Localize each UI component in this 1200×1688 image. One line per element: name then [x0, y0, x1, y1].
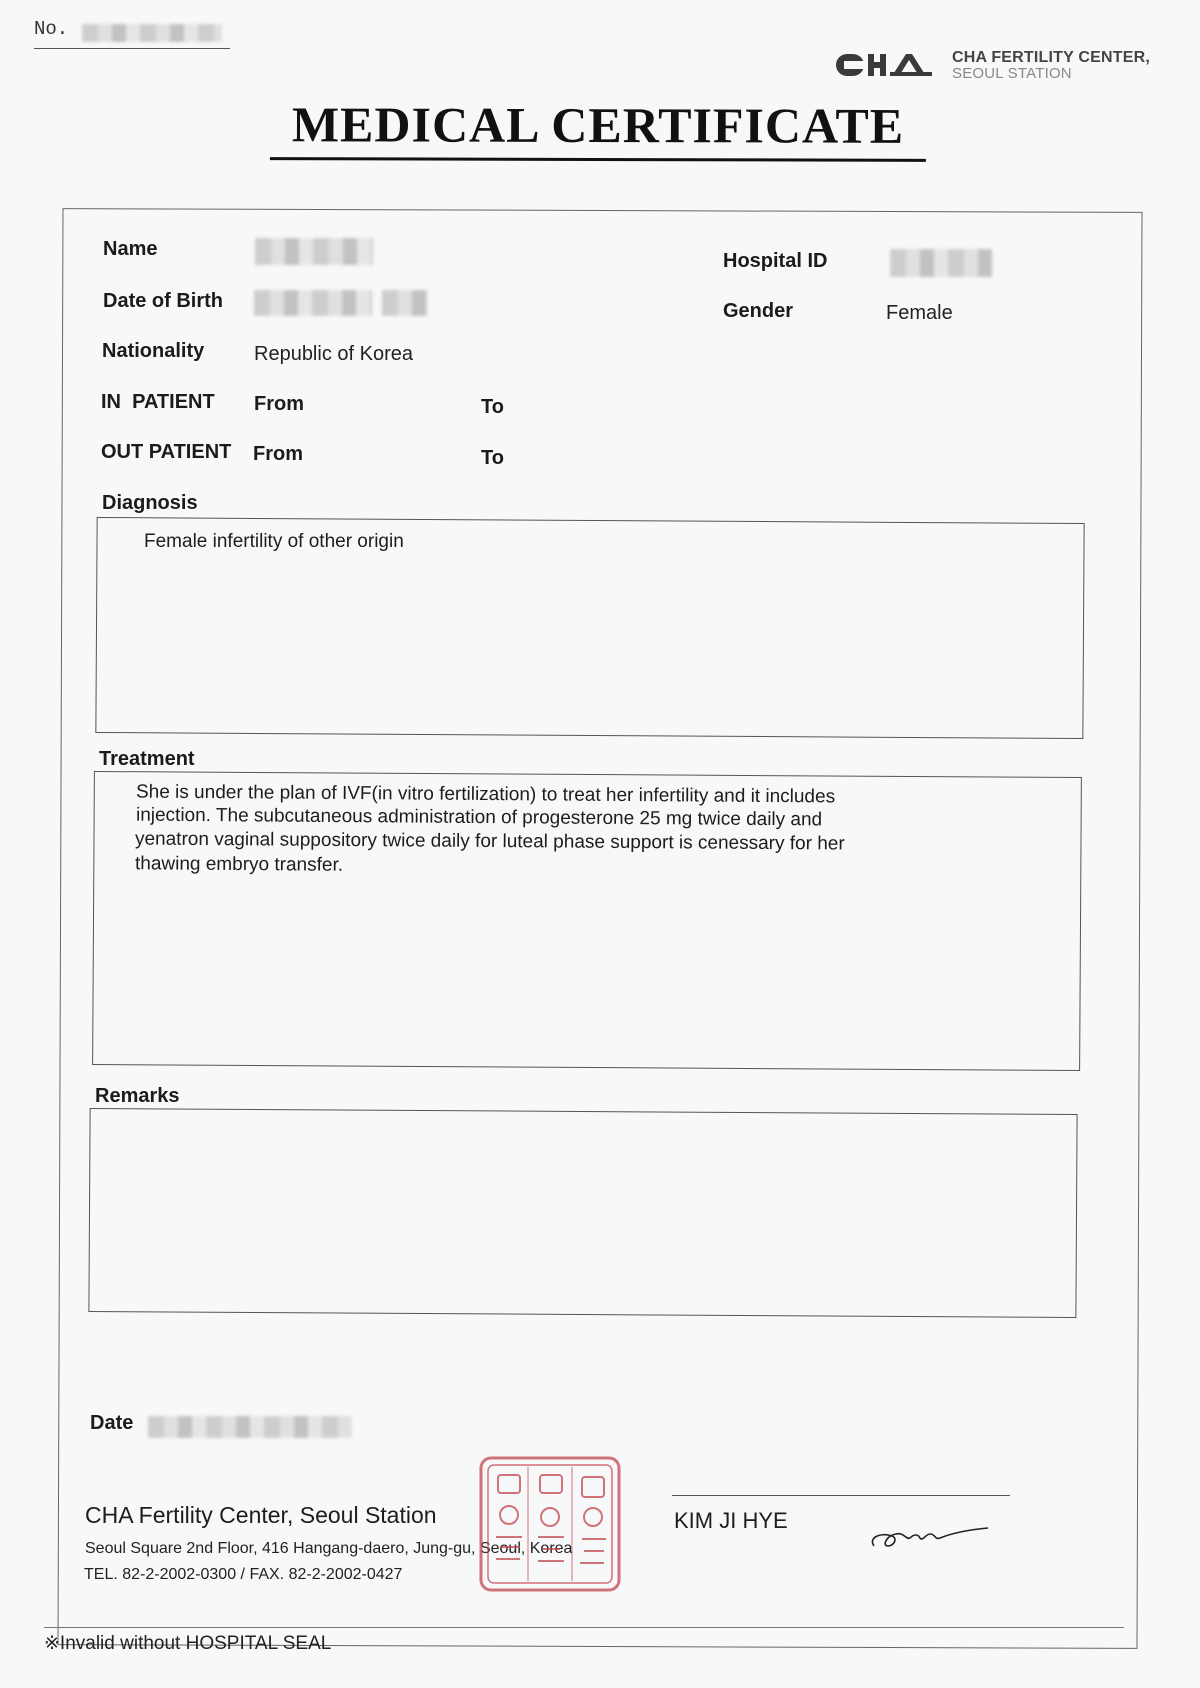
gender-value: Female: [886, 302, 953, 324]
logo-text: [952, 50, 1150, 82]
nationality-label: Nationality: [102, 340, 205, 362]
date-redacted: [148, 1416, 352, 1438]
treatment-line: injection. The subcutaneous administration of progesterone 25 mg twice daily and: [135, 804, 823, 831]
clinic-contact: TEL. 82-2-2002-0300 / FAX. 82-2-2002-0427: [84, 1566, 403, 1583]
hospital-id-redacted: [890, 249, 992, 277]
clinic-name: CHA Fertility Center, Seoul Station: [85, 1502, 437, 1528]
treatment-line: She is under the plan of IVF(in vitro fertilization) to treat her infertility and it includes: [135, 781, 836, 808]
logo-line2: SEOUL STATION: [952, 65, 1072, 82]
treatment-line: yenatron vaginal suppository twice daily for luteal phase support is cenessary for her: [134, 828, 845, 855]
footer-divider: [44, 1627, 1124, 1628]
document-number-redacted: [82, 24, 222, 42]
date-label: Date: [90, 1412, 134, 1434]
name-redacted: [255, 238, 373, 265]
out-patient-label: OUT PATIENT: [101, 441, 232, 463]
gender-label: Gender: [723, 300, 794, 322]
in-patient-from-label: From: [254, 393, 304, 415]
out-patient-to-label: To: [481, 447, 504, 469]
out-patient-from-label: From: [253, 443, 303, 465]
name-label: Name: [103, 238, 158, 260]
dob-label: Date of Birth: [103, 290, 223, 312]
in-patient-to-label: To: [481, 396, 504, 418]
page-title: MEDICAL CERTIFICATE: [270, 95, 926, 162]
hospital-seal-icon: [478, 1455, 622, 1593]
diagnosis-label: Diagnosis: [102, 492, 198, 514]
doctor-name: KIM JI HYE: [674, 1508, 788, 1533]
dob-redacted-1: [254, 290, 372, 316]
logo-line1: CHA FERTILITY CENTER,: [952, 49, 1150, 66]
cha-logo-icon: [836, 50, 938, 80]
remarks-box: [88, 1108, 1077, 1318]
signature-line: [672, 1495, 1010, 1496]
document-number-label: No.: [34, 18, 69, 40]
footer-note: ※Invalid without HOSPITAL SEAL: [44, 1633, 332, 1654]
diagnosis-text: Female infertility of other origin: [144, 531, 404, 552]
treatment-label: Treatment: [99, 748, 195, 770]
treatment-line: thawing embryo transfer.: [134, 853, 344, 876]
document-number: [34, 18, 230, 49]
clinic-address: Seoul Square 2nd Floor, 416 Hangang-daero, Jung-gu, Seoul, Korea: [85, 1540, 573, 1557]
nationality-value: Republic of Korea: [254, 343, 413, 365]
in-patient-label: IN PATIENT: [101, 391, 215, 413]
remarks-label: Remarks: [95, 1085, 180, 1107]
doctor-signature-icon: [866, 1516, 996, 1556]
dob-redacted-2: [382, 290, 428, 316]
hospital-id-label: Hospital ID: [723, 250, 828, 272]
hospital-logo: [836, 48, 1166, 88]
